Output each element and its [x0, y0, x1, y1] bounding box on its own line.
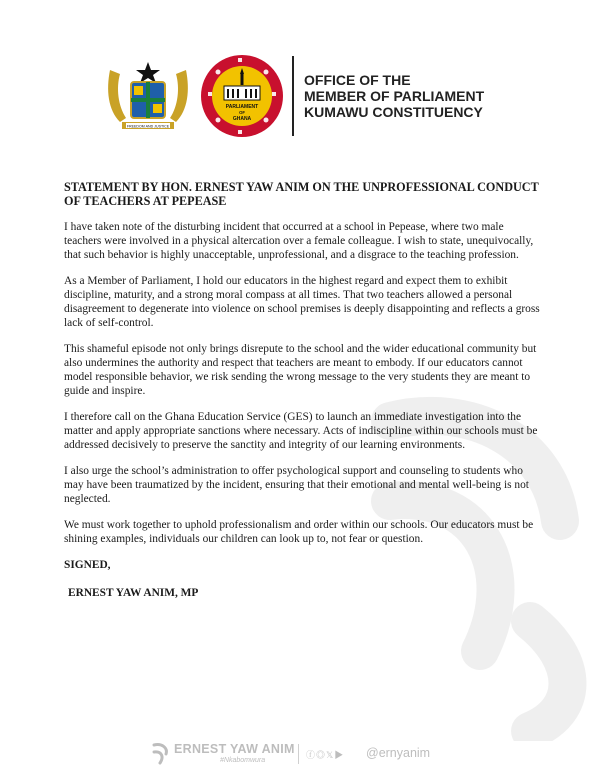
footer-handle[interactable]: @ernyanim — [366, 746, 431, 760]
office-title-line-3: KUMAWU CONSTITUENCY — [304, 104, 483, 120]
signer-name: ERNEST YAW ANIM, MP — [68, 587, 199, 599]
instagram-icon[interactable]: ◎ — [316, 750, 327, 760]
office-title-line-1: OFFICE OF THE — [304, 72, 411, 88]
footer — [150, 740, 470, 770]
paragraph-6: We must work together to uphold professionalism and order within our schools. Our educators must be shining examples, individuals our children can look up to, not fear or question. — [64, 519, 534, 545]
parliament-logo-text-line-1: PARLIAMENT — [225, 104, 259, 110]
paragraph-3: This shameful episode not only brings disrepute to the school and the wider educational community but also undermines the authority and respect that teachers are meant to embody. If our educators cannot model responsible behavior, we risk sending the wrong message to the very students they are meant to guide and inspire. — [64, 343, 537, 397]
footer-separator — [298, 744, 299, 764]
parliament-logo-text-line-2: OF — [239, 110, 245, 115]
paragraph-4: I therefore call on the Ghana Education Service (GES) to launch an immediate investigation into the matter and apply appropriate sanctions where necessary. Acts of indiscipline within our schools must be addressed decisively to preserve the sanctity and integrity of our learning environments. — [64, 411, 538, 451]
facebook-icon[interactable]: ⓕ — [306, 750, 317, 760]
office-title-line-2: MEMBER OF PARLIAMENT — [304, 88, 485, 104]
footer-social-icons — [306, 748, 344, 761]
signed-label: SIGNED, — [64, 559, 111, 571]
footer-tagline: #Nkabomwura — [220, 757, 266, 764]
paragraph-5: I also urge the school’s administration to offer psychological support and counseling to students who may have been traumatized by the incident, ensuring that their emotional and mental well-being is not neglected. — [64, 465, 529, 505]
header-divider — [292, 56, 294, 136]
letterhead — [104, 52, 524, 142]
parliament-logo-text-line-3: GHANA — [232, 116, 252, 122]
paragraph-1: I have taken note of the disturbing incident that occurred at a school in Pepease, where two male teachers were involved in a physical altercation over a female colleague. I wish to state, unequivocally, that such behavior is highly unacceptable, unprofessional, and a disgrace to the teaching profession. — [64, 221, 534, 261]
coat-of-arms-logo — [104, 60, 192, 136]
office-title — [304, 72, 524, 120]
x-icon[interactable]: 𝕏 — [326, 750, 335, 760]
footer-name: ERNEST YAW ANIM — [174, 742, 295, 756]
youtube-icon[interactable]: ▶ — [334, 750, 345, 760]
coat-motto-text: FREEDOM AND JUSTICE — [126, 124, 170, 129]
footer-logo-icon — [150, 742, 170, 766]
statement-title: STATEMENT BY HON. ERNEST YAW ANIM ON THE UNPROFESSIONAL CONDUCT OF TEACHERS AT PEPEASE — [64, 180, 539, 208]
parliament-of-ghana-logo — [200, 54, 284, 138]
statement-body — [64, 180, 540, 611]
paragraph-2: As a Member of Parliament, I hold our educators in the highest regard and expect them to exhibit discipline, maturity, and a strong moral compass at all times. That two teachers allowed a personal disagreement to degenerate into violence on school premises is deeply disappointing and reflects a gross lack of self-control. — [64, 275, 540, 329]
